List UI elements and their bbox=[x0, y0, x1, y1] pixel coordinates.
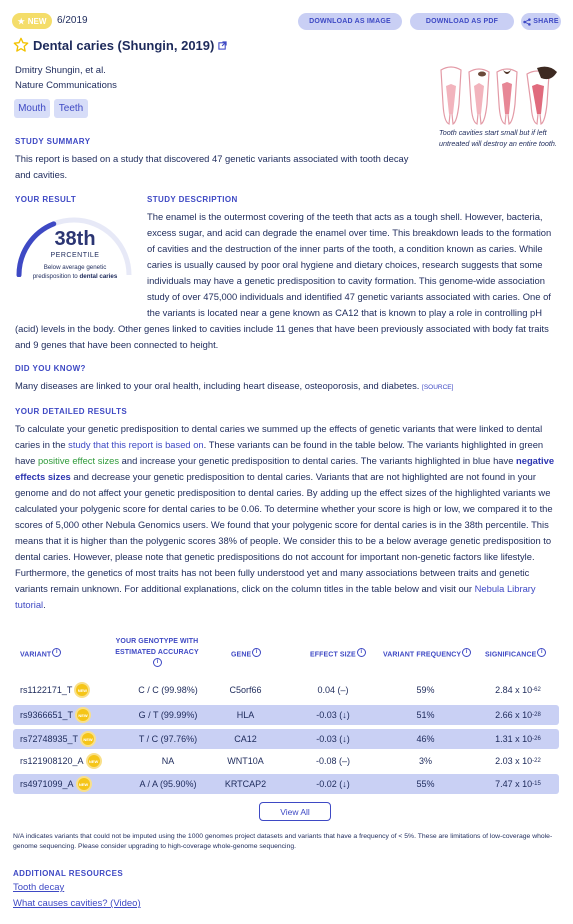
star-icon: ★ bbox=[17, 16, 25, 26]
share-icon bbox=[523, 18, 531, 26]
info-icon[interactable]: i bbox=[537, 648, 546, 657]
variant-cell: rs9366651_T NEW bbox=[20, 710, 88, 720]
table-row[interactable] bbox=[13, 774, 559, 794]
download-pdf-button[interactable]: DOWNLOAD AS PDF bbox=[410, 13, 514, 30]
source-link[interactable]: [SOURCE] bbox=[422, 384, 454, 391]
effect-size-cell: 0.04 (–) bbox=[317, 685, 349, 695]
variant-cell: rs4971099_A NEW bbox=[20, 779, 89, 789]
negative-effect-link[interactable]: negative effects sizes bbox=[15, 455, 555, 482]
summary-text: This report is based on a study that discovered 47 genetic variants associated with tooth decay and cavities. bbox=[15, 153, 409, 180]
th-effect-size[interactable]: EFFECT SIZE i bbox=[310, 648, 366, 658]
variant-cell: rs1122171_T NEW bbox=[20, 685, 88, 695]
frequency-cell: 55% bbox=[416, 779, 435, 789]
tutorial-link[interactable]: Nebula Library tutorial bbox=[15, 583, 536, 610]
new-sun-icon: NEW bbox=[76, 684, 88, 696]
positive-effect-link[interactable]: positive effect sizes bbox=[37, 455, 120, 466]
gene-cell: CA12 bbox=[234, 734, 257, 744]
tag-teeth[interactable]: Teeth bbox=[54, 99, 88, 118]
genotype-cell: C / C (99.98%) bbox=[138, 685, 198, 695]
table-row[interactable] bbox=[13, 680, 559, 700]
info-icon[interactable]: i bbox=[52, 648, 61, 657]
study-journal: Nature Communications bbox=[15, 80, 117, 91]
th-significance[interactable]: SIGNIFICANCE i bbox=[485, 648, 546, 658]
table-row[interactable] bbox=[13, 705, 559, 725]
teeth-illustration bbox=[437, 64, 563, 126]
effect-size-cell: -0.03 (↓) bbox=[316, 734, 350, 744]
report-date: 6/2019 bbox=[57, 15, 88, 26]
new-sun-icon: NEW bbox=[78, 778, 90, 790]
detailed-text: To calculate your genetic predisposition to dental caries we summed up the effects of genetic variants that were linked to dental caries in the study that this report is based on. These variants can be found in the table below. The variants highlighted in green have positive effect sizes and increase your genetic predisposition to dental caries. The variants highlighted in blue have negative effects sizes and decrease your genetic predisposition to dental caries. Variants that are not highlighted are not found in your genome and do not affect your genetic predisposition to dental caries. By adding up the effect sizes of the highlighted variants we calculated your polygenic score for dental caries to be 0.06. To determine whether your score is high or low, we compared it to the scores of 5,000 other Nebula Genomics users. We found that your polygenic score for dental caries is in the 38th percentile. This means that it is higher than the polygenic scores 38% of people. We consider this to be a below average genetic predisposition to dental caries. However, please note that genetic predispositions do not account for important non-genetic factors like lifestyle. Furthermore, the genetics of most traits has not been fully understood yet and many associations between traits and genetic variants remain unknown. For additional explanations, click on the column titles in the table below and visit our Nebula Library tutorial. bbox=[15, 423, 555, 610]
page-title: Dental caries (Shungin, 2019) bbox=[33, 37, 215, 53]
table-footnote: N/A indicates variants that could not be imputed using the 1000 genomes project datasets and variants that have a frequency of < 5%. These are limitations of low-coverage whole-genome sequencing. Please consider upgrading to high-coverage whole-genome sequencing. bbox=[13, 833, 553, 850]
new-sun-icon: NEW bbox=[88, 755, 100, 767]
variant-cell: rs72748935_T NEW bbox=[20, 734, 93, 744]
significance-cell: 2.03 x 10 -22 bbox=[495, 756, 541, 766]
th-gene[interactable]: GENE i bbox=[231, 648, 261, 658]
table-row[interactable] bbox=[13, 729, 559, 749]
genotype-cell: G / T (99.99%) bbox=[138, 710, 198, 720]
info-icon[interactable]: i bbox=[462, 648, 471, 657]
gene-cell: HLA bbox=[236, 710, 255, 720]
resource-link-cavities-video[interactable]: What causes cavities? (Video) bbox=[13, 898, 141, 909]
study-link[interactable]: study that this report is based on bbox=[68, 439, 204, 450]
image-caption: Tooth cavities start small but if left untreated will destroy an entire tooth. bbox=[439, 128, 557, 148]
did-you-know-text: Many diseases are linked to your oral health, including heart disease, osteoporosis, and diabetes. [SOURCE] bbox=[15, 380, 454, 391]
description-text: The enamel is the outermost covering of the teeth that acts as a tough shell. However, bacteria, excess sugar, and acid can degrade the enamel over time. This breakdown leads to the formation of cavities and the destruction of the inner parts of the tooth, a condition known as caries. While caries is usually caused by poor oral hygiene and dietary choices, research suggests that some individuals may have a genetic predisposition to cavity formation. This genome-wide association study of over 475,000 individuals and identified 47 genetic variants associated with caries. One of the variants is located near a gene known as CA12 that is known to play a role in controlling pH (acid) levels in the body. Other genes linked to cavities include 11 genes that have been previously associated with body fat traits and 9 genes that have been connected to height. bbox=[15, 211, 552, 350]
effect-size-cell: -0.03 (↓) bbox=[316, 710, 350, 720]
table-row[interactable] bbox=[13, 751, 559, 771]
effect-size-cell: -0.08 (–) bbox=[315, 756, 350, 766]
share-button[interactable]: SHARE bbox=[521, 13, 561, 30]
new-sun-icon: NEW bbox=[82, 733, 94, 745]
th-variant-frequency[interactable]: VARIANT FREQUENCY i bbox=[383, 648, 471, 658]
genotype-cell: T / C (97.76%) bbox=[138, 734, 198, 744]
favorite-star-icon[interactable] bbox=[13, 37, 29, 53]
significance-cell: 2.84 x 10 -62 bbox=[495, 685, 541, 695]
resources-heading: ADDITIONAL RESOURCES bbox=[13, 869, 124, 878]
view-all-button[interactable]: View All bbox=[259, 802, 331, 821]
did-you-know-heading: DID YOU KNOW? bbox=[15, 364, 86, 373]
frequency-cell: 51% bbox=[416, 710, 435, 720]
external-link-icon[interactable] bbox=[218, 41, 227, 50]
description-heading: STUDY DESCRIPTION bbox=[147, 195, 238, 204]
significance-cell: 7.47 x 10 -15 bbox=[495, 779, 541, 789]
gene-cell: C5orf66 bbox=[229, 685, 262, 695]
info-icon[interactable]: i bbox=[357, 648, 366, 657]
info-icon[interactable]: i bbox=[252, 648, 261, 657]
title-row bbox=[13, 37, 227, 53]
study-authors: Dmitry Shungin, et al. bbox=[15, 65, 106, 76]
gene-cell: WNT10A bbox=[227, 756, 264, 766]
th-variant[interactable]: VARIANT i bbox=[20, 648, 61, 658]
float-spacer bbox=[15, 209, 147, 321]
th-genotype[interactable]: YOUR GENOTYPE WITH ESTIMATED ACCURACY i bbox=[115, 638, 199, 665]
effect-size-cell: -0.02 (↓) bbox=[316, 779, 350, 789]
frequency-cell: 46% bbox=[416, 734, 435, 744]
significance-cell: 1.31 x 10 -26 bbox=[495, 734, 541, 744]
significance-cell: 2.66 x 10 -28 bbox=[495, 710, 541, 720]
info-icon[interactable]: i bbox=[153, 658, 162, 667]
genotype-cell: A / A (95.90%) bbox=[139, 779, 197, 789]
tag-mouth[interactable]: Mouth bbox=[14, 99, 50, 118]
genotype-cell: NA bbox=[161, 756, 175, 766]
variant-cell: rs121908120_A NEW bbox=[20, 756, 99, 766]
frequency-cell: 59% bbox=[416, 685, 435, 695]
gene-cell: KRTCAP2 bbox=[224, 779, 267, 789]
resource-link-tooth-decay[interactable]: Tooth decay bbox=[13, 882, 65, 893]
frequency-cell: 3% bbox=[418, 756, 432, 766]
percentile-unit: PERCENTILE bbox=[50, 252, 100, 259]
new-badge: ★ NEW bbox=[12, 13, 52, 29]
detailed-heading: YOUR DETAILED RESULTS bbox=[15, 407, 128, 416]
new-sun-icon: NEW bbox=[77, 709, 89, 721]
percentile-description: Below average genetic predisposition to dental caries bbox=[32, 264, 118, 280]
percentile-value: 38th bbox=[54, 228, 96, 250]
summary-heading: STUDY SUMMARY bbox=[15, 137, 91, 146]
result-heading: YOUR RESULT bbox=[15, 195, 77, 204]
download-image-button[interactable]: DOWNLOAD AS IMAGE bbox=[298, 13, 402, 30]
